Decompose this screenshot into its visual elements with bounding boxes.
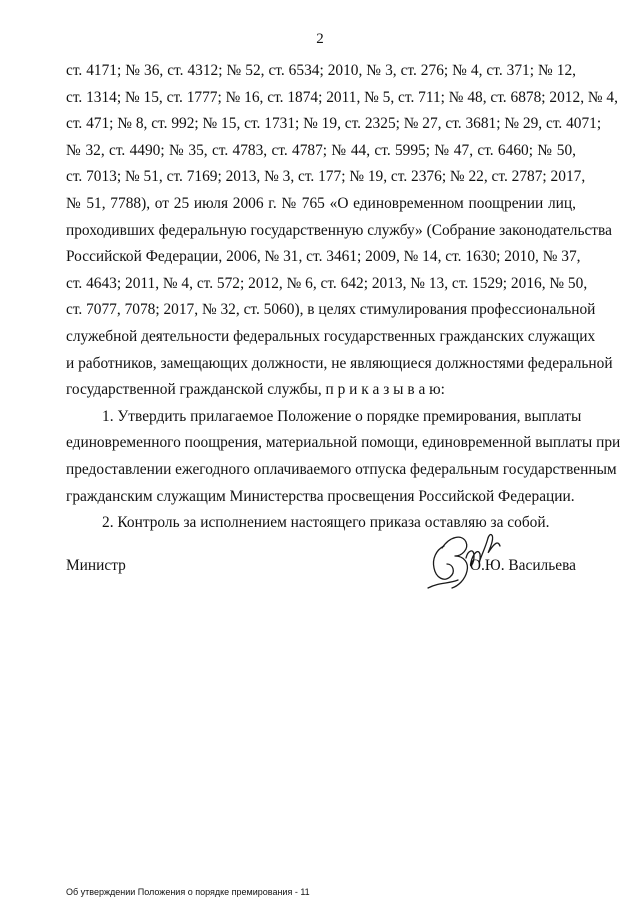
minister-name: О.Ю. Васильева [469, 557, 576, 574]
body-line: государственной гражданской службы, п р и к а з ы в а ю: [66, 381, 445, 399]
body-line: ст. 7077, 7078; 2017, № 32, ст. 5060), в целях стимулирования профессиональной [66, 301, 596, 319]
item-2-line: 2. Контроль за исполнением настоящего приказа оставляю за собой. [102, 514, 550, 532]
item-1-line: предоставлении ежегодного оплачиваемого отпуска федеральным государственным [66, 460, 617, 478]
body-line: ст. 4643; 2011, № 4, ст. 572; 2012, № 6, ст. 642; 2013, № 13, ст. 1529; 2016, № 50, [66, 274, 588, 292]
document-body [66, 58, 621, 537]
signature-block [66, 553, 576, 593]
item-1-line: единовременного поощрения, материальной помощи, единовременной выплаты при [66, 434, 621, 452]
body-line: Российской Федерации, 2006, № 31, ст. 3461; 2009, № 14, ст. 1630; 2010, № 37, [66, 248, 581, 266]
body-line: ст. 1314; № 15, ст. 1777; № 16, ст. 1874; 2011, № 5, ст. 711; № 48, ст. 6878; 2012, № 4, [66, 88, 618, 106]
body-line: проходивших федеральную государственную службу» (Собрание законодательства [66, 221, 612, 239]
body-line: № 51, 7788), от 25 июля 2006 г. № 765 «О единовременном поощрении лиц, [66, 194, 576, 212]
body-line: ст. 471; № 8, ст. 992; № 15, ст. 1731; № 19, ст. 2325; № 27, ст. 3681; № 29, ст. 4071; [66, 115, 602, 133]
body-line: служебной деятельности федеральных государственных гражданских служащих [66, 327, 596, 345]
body-line: ст. 7013; № 51, ст. 7169; 2013, № 3, ст. 177; № 19, ст. 2376; № 22, ст. 2787; 2017, [66, 168, 586, 186]
item-1-line: гражданским служащим Министерства просвещения Российской Федерации. [66, 487, 575, 505]
page-number: 2 [316, 31, 324, 47]
body-line: № 32, ст. 4490; № 35, ст. 4783, ст. 4787; № 44, ст. 5995; № 47, ст. 6460; № 50, [66, 141, 576, 159]
footer-reference: Об утверждении Положения о порядке премирования - 11 [66, 887, 310, 897]
body-line: и работников, замещающих должности, не являющиеся должностями федеральной [66, 354, 613, 372]
item-1-line: 1. Утвердить прилагаемое Положение о порядке премирования, выплаты [102, 407, 582, 425]
minister-label: Министр [66, 557, 126, 574]
body-line: ст. 4171; № 36, ст. 4312; № 52, ст. 6534; 2010, № 3, ст. 276; № 4, ст. 371; № 12, [66, 62, 576, 79]
